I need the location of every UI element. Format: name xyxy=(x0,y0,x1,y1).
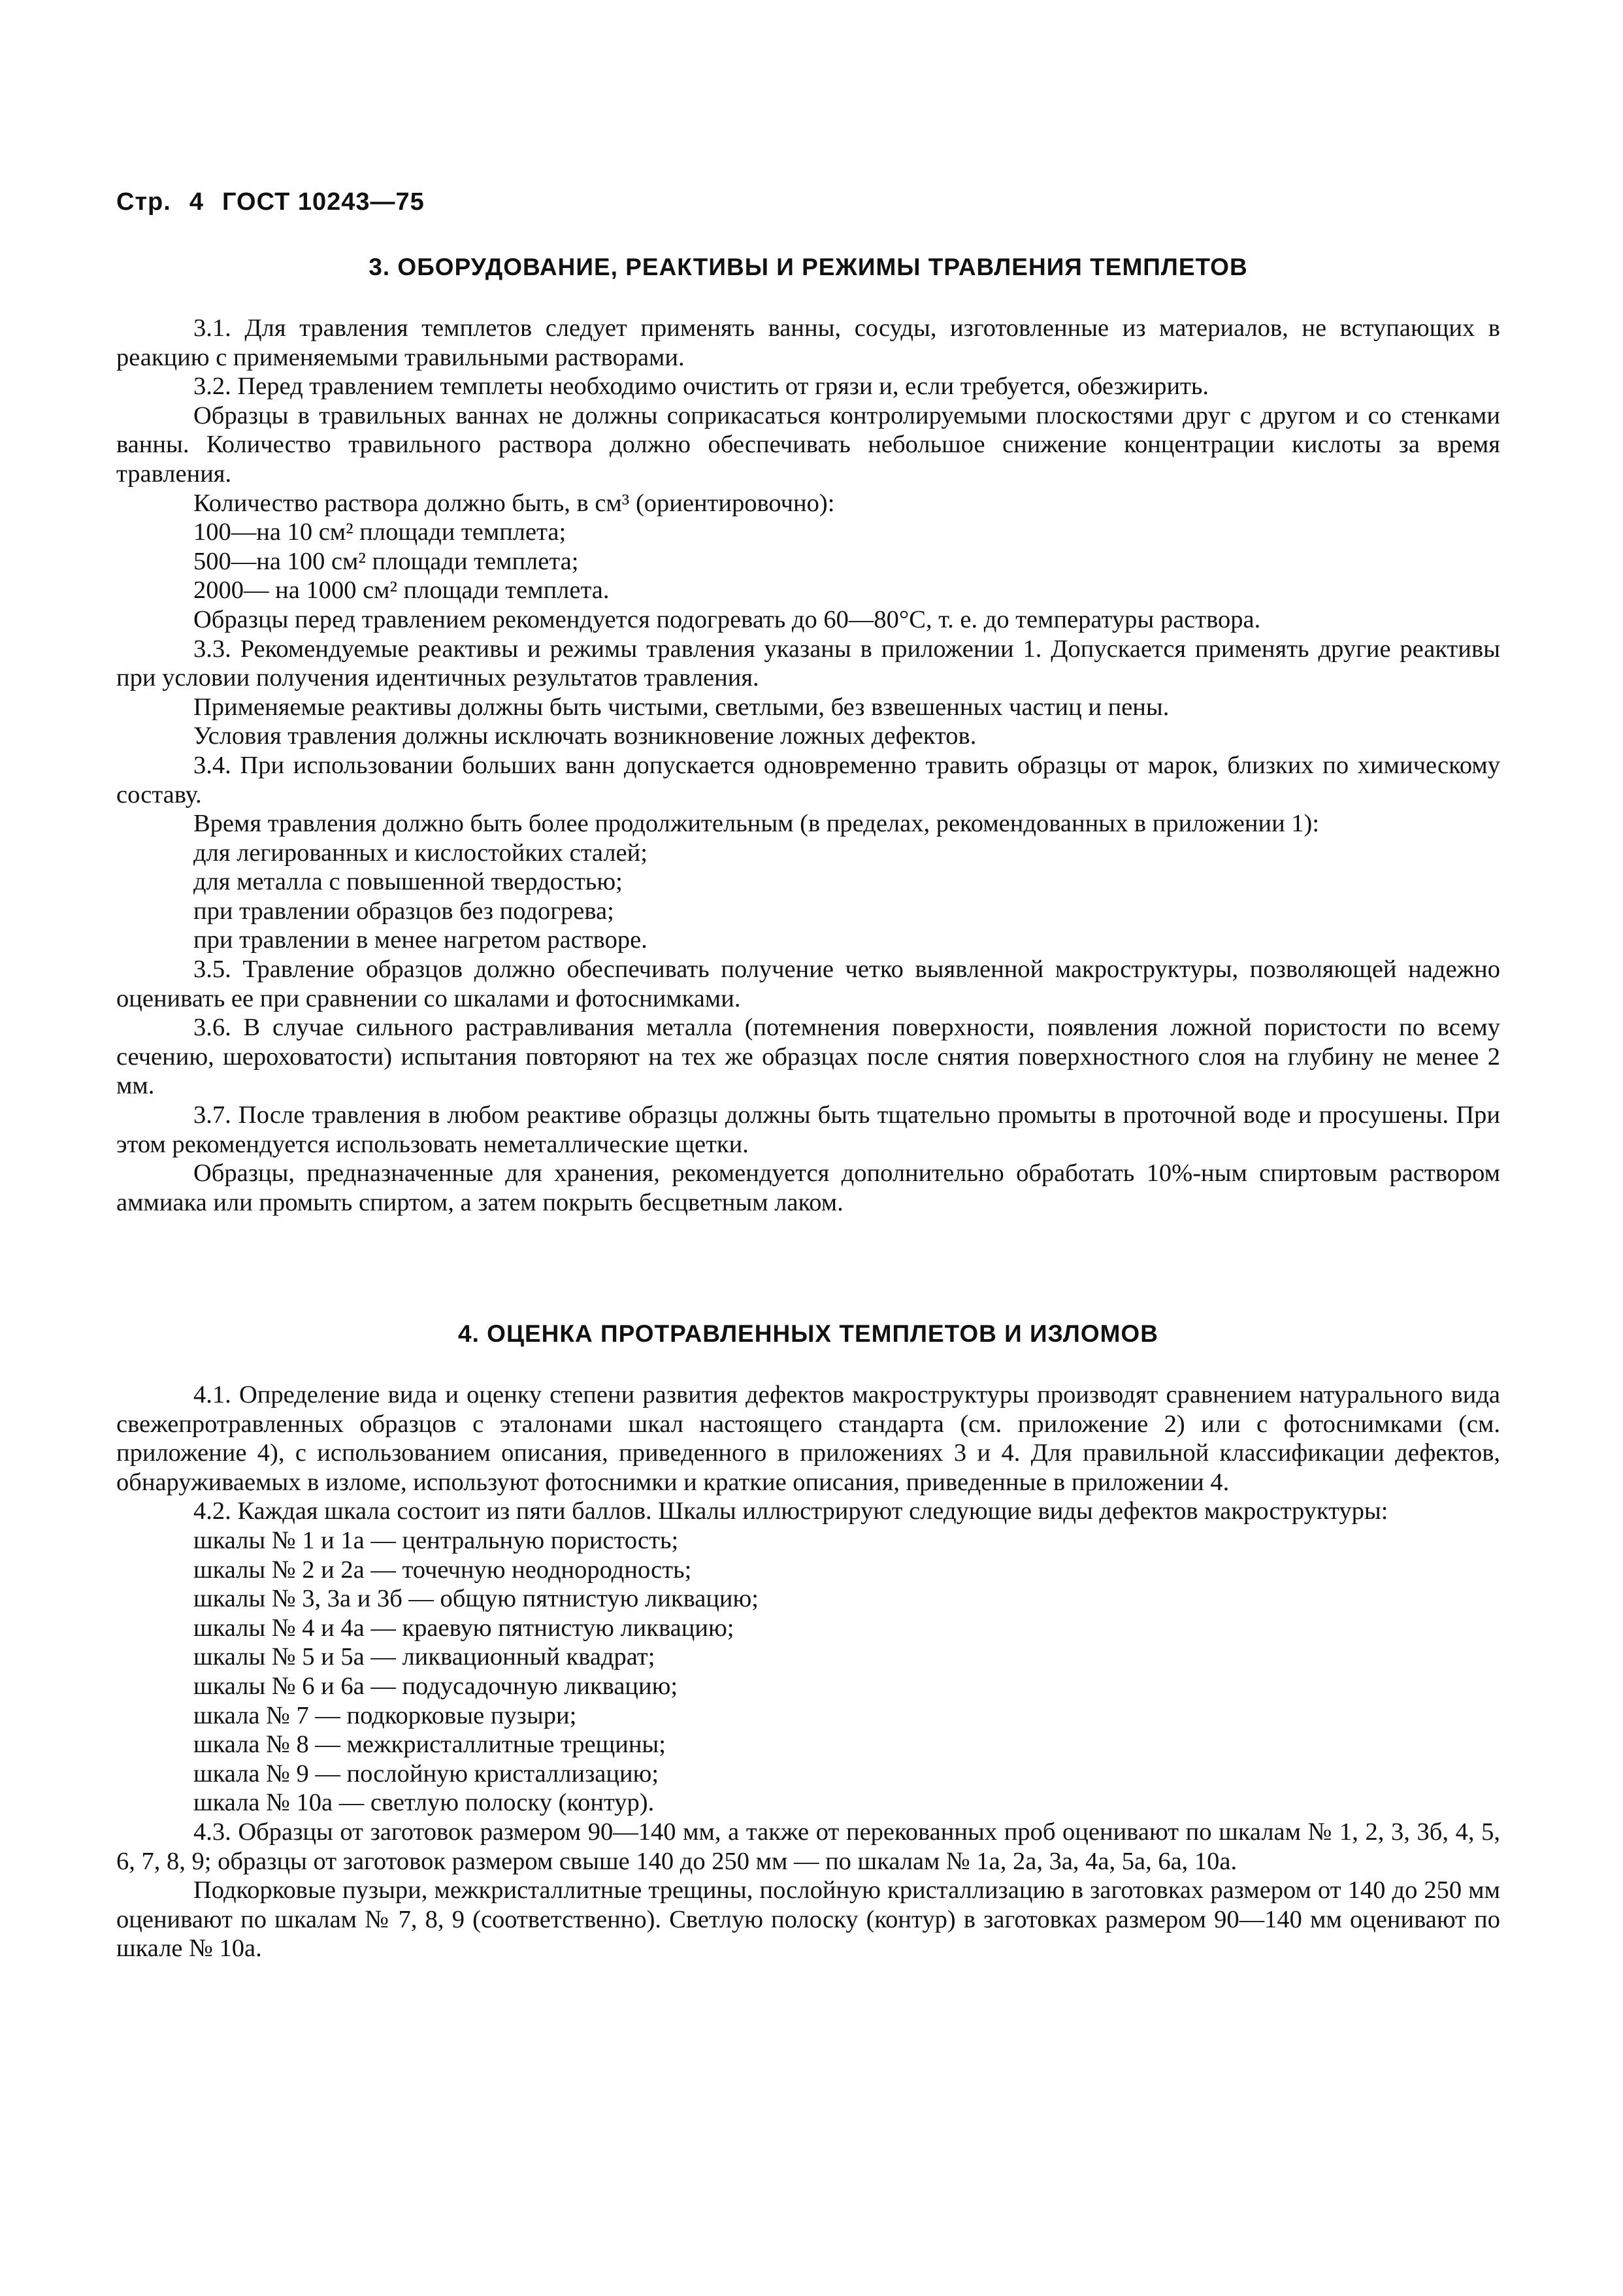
paragraph-3-5: 3.5. Травление образцов должно обеспечивать получение четко выявленной макроструктуры, позволяющей надежно оценивать ее при сравнении со шкалами и фотоснимками. xyxy=(116,956,1500,1012)
paragraph: Образцы в травильных ваннах не должны соприкасаться контролируемыми плоскостями друг с другом и со стенками ванны. Количество травильного раствора должно обеспечивать небольшое снижение концентрации кислоты за время травления. xyxy=(116,401,1500,488)
list-item: при травлении образцов без подогрева; xyxy=(193,897,614,925)
section-4-title: 4. ОЦЕНКА ПРОТРАВЛЕННЫХ ТЕМПЛЕТОВ И ИЗЛОМОВ xyxy=(458,1320,1158,1347)
section-4-body xyxy=(116,1380,1500,1963)
list-item: шкала № 8 — межкристаллитные трещины; xyxy=(193,1731,666,1759)
paragraph-3-4: 3.4. При использовании больших ванн допускается одновременно травить образцы от марок, близких по химическому составу. xyxy=(116,751,1500,808)
page-number: 4 xyxy=(189,188,204,216)
list-item: шкала № 7 — подкорковые пузыри; xyxy=(193,1701,577,1729)
list-item: при травлении в менее нагретом растворе. xyxy=(193,926,648,954)
list-item: шкалы № 5 и 5а — ликвационный квадрат; xyxy=(193,1643,655,1671)
paragraph: Время травления должно быть более продолжительным (в пределах, рекомендованных в приложении 1): xyxy=(193,810,1320,838)
list-item: 500—на 100 см² площади темплета; xyxy=(193,547,579,575)
paragraph-3-2: 3.2. Перед травлением темплеты необходимо очистить от грязи и, если требуется, обезжирить. xyxy=(193,373,1209,401)
list-item: 100—на 10 см² площади темплета; xyxy=(193,518,566,546)
list-item: для металла с повышенной твердостью; xyxy=(193,868,623,896)
paragraph-3-6: 3.6. В случае сильного растравливания металла (потемнения поверхности, появления ложной пористости по всему сечению, шероховатости) испытания повторяют на тех же образцах после снятия поверхностного слоя на глубину не менее 2 мм. xyxy=(116,1014,1500,1100)
page-label: Стр. xyxy=(116,188,171,216)
paragraph-4-1: 4.1. Определение вида и оценку степени развития дефектов макроструктуры производят сравнением натурального вида свежепротравленных образцов с эталонами шкал настоящего стандарта (см. приложение 2) или с фотоснимками (см. приложение 4), с использованием описания, приведенного в приложениях 3 и 4. Для правильной классификации дефектов, обнаруживаемых в изломе, используют фотоснимки и краткие описания, приведенные в приложении 4. xyxy=(116,1381,1500,1496)
paragraph: Подкорковые пузыри, межкристаллитные трещины, послойную кристаллизацию в заготовках размером от 140 до 250 мм оценивают по шкалам № 7, 8, 9 (соответственно). Светлую полоску (контур) в заготовках размером 90—140 мм оценивают по шкале № 10а. xyxy=(116,1876,1500,1963)
page-header xyxy=(116,188,443,216)
list-item: шкалы № 1 и 1а — центральную пористость; xyxy=(193,1526,679,1554)
list-item: шкалы № 4 и 4а — краевую пятнистую ликвацию; xyxy=(193,1614,734,1642)
list-item: шкалы № 2 и 2а — точечную неоднородность; xyxy=(193,1556,692,1584)
list-item: шкалы № 3, 3а и 3б — общую пятнистую ликвацию; xyxy=(193,1585,759,1613)
paragraph: Условия травления должны исключать возникновение ложных дефектов. xyxy=(193,722,977,750)
section-3-title: 3. ОБОРУДОВАНИЕ, РЕАКТИВЫ И РЕЖИМЫ ТРАВЛЕНИЯ ТЕМПЛЕТОВ xyxy=(369,254,1248,280)
list-item: шкалы № 6 и 6а — подусадочную ликвацию; xyxy=(193,1672,678,1700)
paragraph-3-3: 3.3. Рекомендуемые реактивы и режимы травления указаны в приложении 1. Допускается применять другие реактивы при условии получения идентичных результатов травления. xyxy=(116,635,1500,692)
list-item: для легированных и кислостойких сталей; xyxy=(193,839,648,867)
list-item: шкала № 9 — послойную кристаллизацию; xyxy=(193,1759,659,1788)
paragraph-3-7: 3.7. После травления в любом реактиве образцы должны быть тщательно промыты в проточной воде и просушены. При этом рекомендуется использовать неметаллические щетки. xyxy=(116,1101,1500,1158)
paragraph: Применяемые реактивы должны быть чистыми, светлыми, без взвешенных частиц и пены. xyxy=(193,693,1170,721)
section-3-body xyxy=(116,314,1500,1217)
standard-number: ГОСТ 10243—75 xyxy=(221,188,425,216)
list-item: 2000— на 1000 см² площади темплета. xyxy=(193,576,610,605)
paragraph: Образцы, предназначенные для хранения, рекомендуется дополнительно обработать 10%-ным спиртовым раствором аммиака или промыть спиртом, а затем покрыть бесцветным лаком. xyxy=(116,1159,1500,1216)
paragraph: Образцы перед травлением рекомендуется подогревать до 60—80°С, т. е. до температуры раствора. xyxy=(193,605,1261,633)
paragraph: Количество раствора должно быть, в см³ (ориентировочно): xyxy=(193,489,835,517)
paragraph-4-2: 4.2. Каждая шкала состоит из пяти баллов. Шкалы иллюстрируют следующие виды дефектов макроструктуры: xyxy=(193,1497,1388,1525)
paragraph-3-1: 3.1. Для травления темплетов следует применять ванны, сосуды, изготовленные из материалов, не вступающих в реакцию с применяемыми травильными растворами. xyxy=(116,314,1500,371)
paragraph-4-3: 4.3. Образцы от заготовок размером 90—140 мм, а также от перекованных проб оценивают по шкалам № 1, 2, 3, 3б, 4, 5, 6, 7, 8, 9; образцы от заготовок размером свыше 140 до 250 мм — по шкалам № 1а, 2а, 3а, 4а, 5а, 6а, 10а. xyxy=(116,1818,1500,1875)
list-item: шкала № 10а — светлую полоску (контур). xyxy=(193,1789,655,1817)
